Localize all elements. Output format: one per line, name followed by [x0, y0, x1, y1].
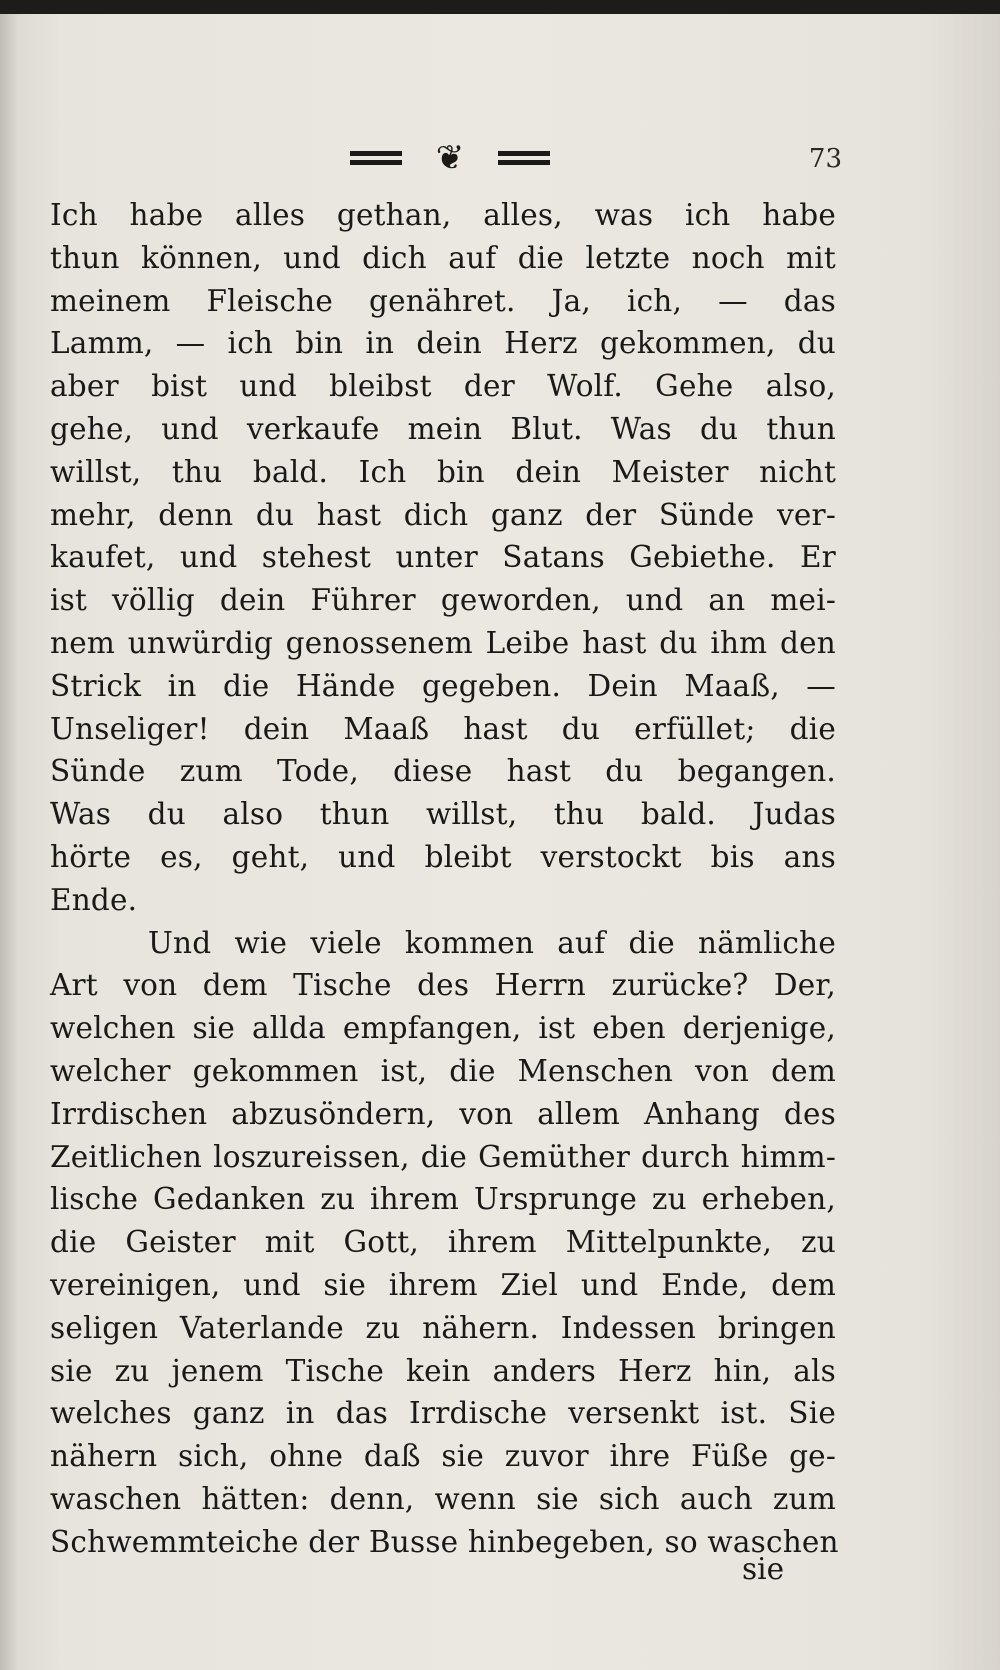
text-line: Und wie viele kommen auf die nämliche [148, 925, 836, 960]
text-line: vereinigen, und sie ihrem Ziel und Ende, dem [50, 1267, 836, 1302]
text-line: waschen hätten: denn, wenn sie sich auch zum [50, 1481, 836, 1516]
page-header [0, 132, 1000, 182]
page-number: 73 [808, 144, 842, 174]
catchword: sie [742, 1552, 785, 1586]
text-line: Unseliger! dein Maaß hast du erfüllet; die [50, 711, 836, 746]
text-line: Schwemmteiche der Busse hinbegeben, so waschen [50, 1524, 839, 1559]
text-line: nähern sich, ohne daß sie zuvor ihre Füße ge- [50, 1439, 836, 1474]
paragraph-1 [50, 194, 836, 922]
text-line: Lamm, — ich bin in dein Herz gekommen, du [50, 326, 836, 361]
text-line: nem unwürdig genossenem Leibe hast du ihm den [50, 625, 836, 660]
text-line: hörte es, geht, und bleibt verstockt bis ans [50, 839, 836, 874]
text-line: kaufet, und stehest unter Satans Gebiethe. Er [50, 540, 836, 575]
text-line: willst, thu bald. Ich bin dein Meister nicht [50, 454, 836, 489]
text-line: gehe, und verkaufe mein Blut. Was du thun [50, 411, 836, 446]
spine-shadow [0, 14, 18, 1670]
text-line: Strick in die Hände gegeben. Dein Maaß, — [50, 668, 836, 703]
text-line: Ich habe alles gethan, alles, was ich habe [50, 198, 836, 232]
text-line: Was du also thun willst, thu bald. Judas [50, 797, 836, 832]
text-line: mehr, denn du hast dich ganz der Sünde ver- [50, 497, 836, 532]
text-line: thun können, und dich auf die letzte noch mit [50, 240, 836, 275]
text-line: aber bist und bleibst der Wolf. Gehe also, [50, 369, 836, 404]
text-line: sie zu jenem Tische kein anders Herz hin, als [50, 1353, 836, 1388]
text-line: die Geister mit Gott, ihrem Mittelpunkte, zu [50, 1225, 836, 1260]
text-line: ist völlig dein Führer geworden, und an mei- [50, 583, 836, 618]
ornament-rule-left [350, 151, 402, 165]
ornament-rule-right [498, 151, 550, 165]
body-text [50, 194, 839, 1564]
paragraph-2 [50, 922, 839, 1564]
text-line: seligen Vaterlande zu nähern. Indessen bringen [50, 1310, 836, 1345]
text-line: Zeitlichen loszureissen, die Gemüther durch himm- [50, 1139, 836, 1174]
text-line: meinem Fleische genähret. Ja, ich, — das [50, 283, 836, 318]
text-line: Irrdischen abzusöndern, von allem Anhang des [50, 1096, 836, 1131]
text-line: welches ganz in das Irrdische versenkt ist. Sie [50, 1396, 836, 1431]
header-ornament [350, 140, 550, 176]
text-line: Art von dem Tische des Herrn zurücke? Der, [50, 968, 836, 1003]
text-line: welcher gekommen ist, die Menschen von dem [50, 1053, 836, 1088]
text-line: welchen sie allda empfangen, ist eben derjenige, [50, 1011, 836, 1046]
text-line: Sünde zum Tode, diese hast du begangen. [50, 754, 836, 789]
text-line: lische Gedanken zu ihrem Ursprunge zu erheben, [50, 1182, 836, 1217]
book-page [0, 14, 1000, 1670]
text-line: Ende. [50, 882, 138, 917]
fleuron-icon: ❦ [435, 138, 465, 178]
